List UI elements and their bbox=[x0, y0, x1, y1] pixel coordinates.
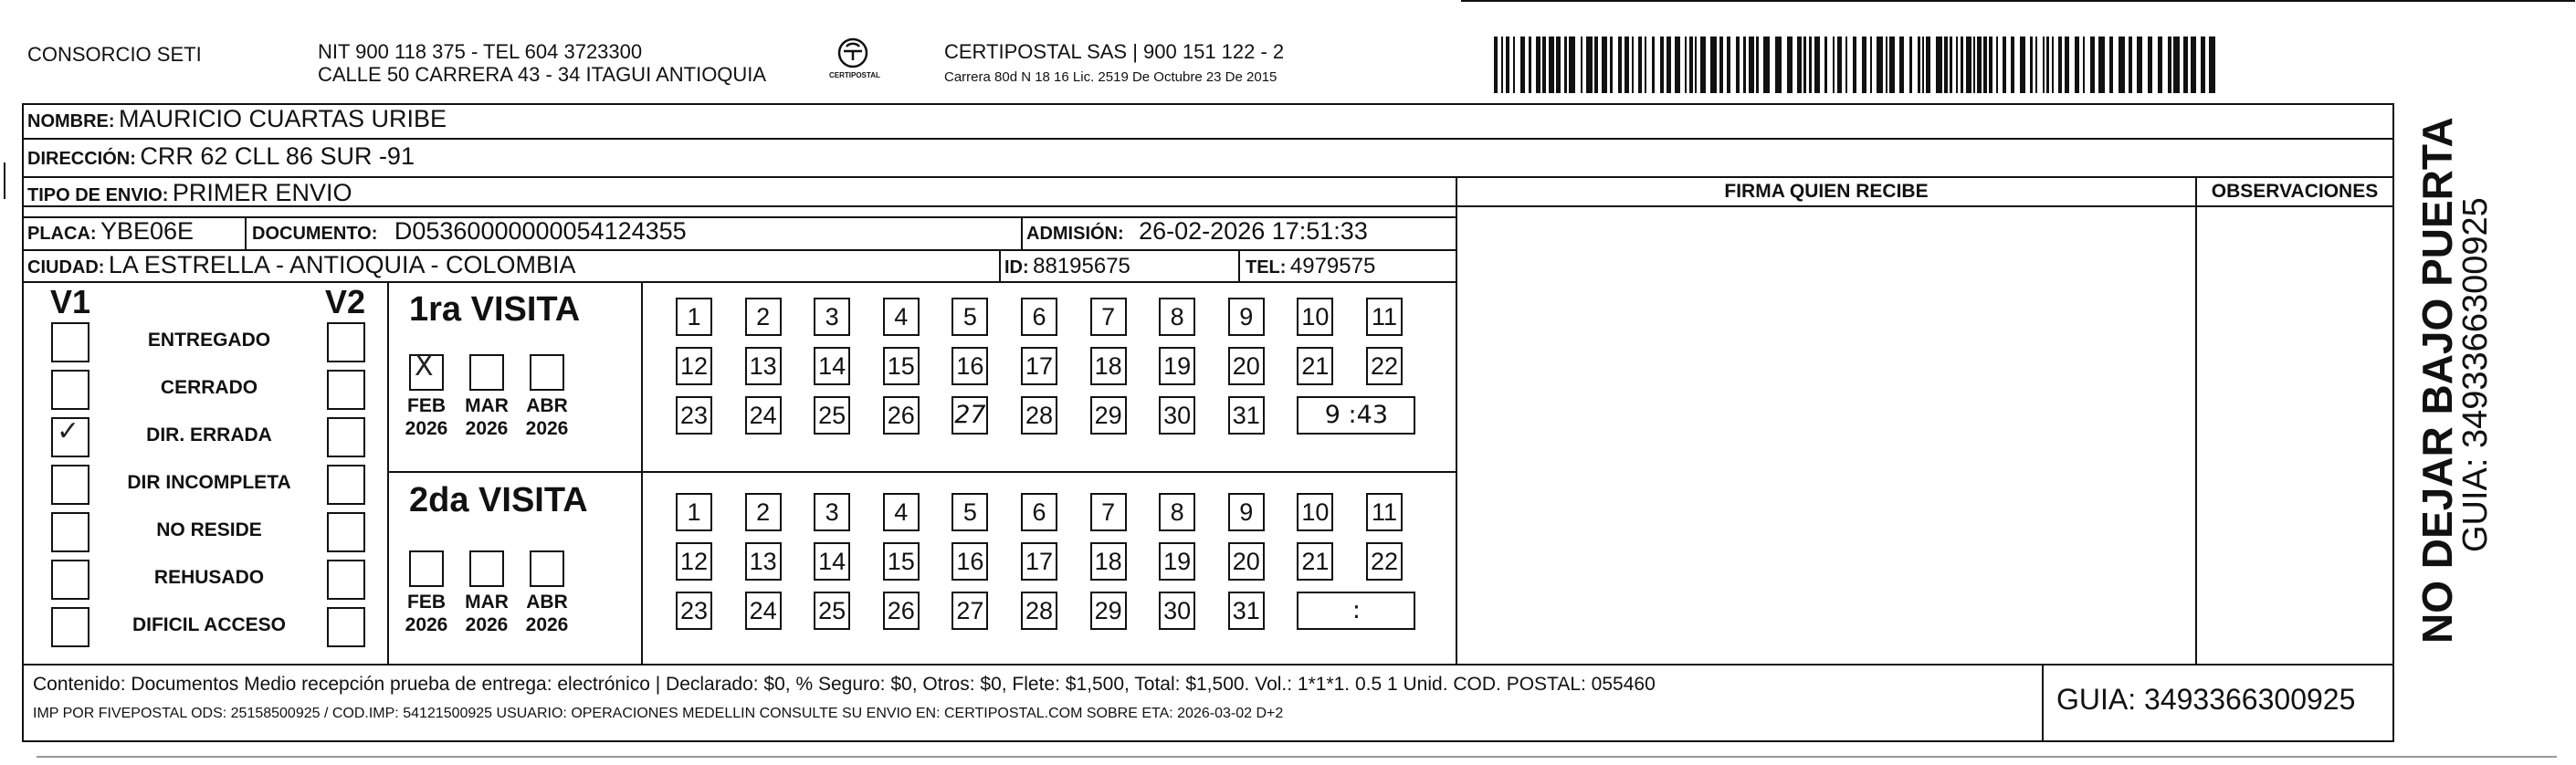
second-visit-day-20[interactable]: 20 bbox=[1228, 542, 1265, 581]
ciudad-label: CIUDAD: bbox=[27, 257, 105, 278]
v2-checkbox[interactable] bbox=[327, 417, 365, 457]
footer-imp: IMP POR FIVEPOSTAL ODS: 25158500925 / COD.IMP: 54121500925 USUARIO: OPERACIONES MEDELLIN CONSULTE SU ENVIO EN: CERTIPOSTAL.COM SOBRE ETA: 2026-03-02 D+2 bbox=[33, 706, 1284, 721]
first-visit-day-5[interactable]: 5 bbox=[952, 298, 988, 336]
documento-field bbox=[252, 217, 687, 246]
row-line-3 bbox=[22, 205, 2394, 207]
first-visit-day-26[interactable]: 26 bbox=[883, 396, 920, 435]
month-year: 2026 bbox=[465, 614, 509, 635]
v1-check-mark: ✓ bbox=[57, 415, 80, 447]
second-visit-day-4[interactable]: 4 bbox=[883, 493, 920, 531]
row-line-2 bbox=[22, 176, 2394, 178]
first-visit-day-11[interactable]: 11 bbox=[1366, 298, 1403, 336]
second-visit-day-19[interactable]: 19 bbox=[1159, 542, 1195, 581]
row-line-1 bbox=[22, 138, 2394, 140]
observaciones-header: OBSERVACIONES bbox=[2211, 181, 2379, 202]
company-nit-tel: NIT 900 118 375 - TEL 604 3723300 bbox=[318, 40, 643, 63]
margin-tick bbox=[4, 162, 5, 199]
second-visit-day-11[interactable]: 11 bbox=[1366, 493, 1403, 531]
first-visit-day-14[interactable]: 14 bbox=[814, 347, 850, 385]
month-label bbox=[459, 591, 514, 636]
ciudad-field bbox=[27, 251, 576, 279]
second-visit-day-16[interactable]: 16 bbox=[952, 542, 988, 581]
first-visit-day-22[interactable]: 22 bbox=[1366, 347, 1403, 385]
direccion-field bbox=[27, 142, 415, 171]
v1-checkbox[interactable] bbox=[51, 465, 89, 505]
first-visit-day-12[interactable]: 12 bbox=[676, 347, 712, 385]
side-warning: NO DEJAR BAJO PUERTA bbox=[2413, 117, 2461, 644]
v1-header: V1 bbox=[50, 283, 91, 320]
first-visit-day-2[interactable]: 2 bbox=[745, 298, 782, 336]
first-visit-day-18[interactable]: 18 bbox=[1090, 347, 1127, 385]
month-label bbox=[520, 591, 574, 636]
company-name: CONSORCIO SETI bbox=[27, 43, 202, 66]
admision-label: ADMISIÓN: bbox=[1026, 224, 1124, 244]
second-visit-day-26[interactable]: 26 bbox=[883, 592, 920, 630]
tipo-field bbox=[27, 179, 352, 207]
first-visit-day-20[interactable]: 20 bbox=[1228, 347, 1265, 385]
row-line-6 bbox=[22, 281, 1457, 283]
barcode bbox=[1494, 37, 2224, 93]
ciudad-value: LA ESTRELLA - ANTIOQUIA - COLOMBIA bbox=[108, 251, 576, 278]
second-visit-day-18[interactable]: 18 bbox=[1090, 542, 1127, 581]
month-name: MAR bbox=[465, 592, 509, 613]
month-label bbox=[399, 394, 454, 440]
id-value: 88195675 bbox=[1033, 254, 1130, 278]
documento-value: D05360000000054124355 bbox=[394, 217, 687, 245]
month-year: 2026 bbox=[405, 418, 448, 439]
first-visit-day-28[interactable]: 28 bbox=[1021, 396, 1057, 435]
tel-sep bbox=[1238, 249, 1240, 281]
second-visit-day-8[interactable]: 8 bbox=[1159, 493, 1195, 531]
month-name: ABR bbox=[526, 592, 568, 613]
second-visit-day-3[interactable]: 3 bbox=[814, 493, 850, 531]
first-visit-day-30[interactable]: 30 bbox=[1159, 396, 1195, 435]
second-visit-day-21[interactable]: 21 bbox=[1297, 542, 1333, 581]
second-visit-day-28[interactable]: 28 bbox=[1021, 592, 1057, 630]
second-visit-day-15[interactable]: 15 bbox=[883, 542, 920, 581]
first-visit-day-19[interactable]: 19 bbox=[1159, 347, 1195, 385]
status-label: ENTREGADO bbox=[147, 330, 271, 351]
second-visit-day-10[interactable]: 10 bbox=[1297, 493, 1333, 531]
footer-guia-sep bbox=[2042, 664, 2044, 742]
obs-left-line bbox=[2195, 176, 2197, 664]
tel-value: 4979575 bbox=[1289, 254, 1376, 278]
placa-field bbox=[27, 217, 194, 246]
admision-sep bbox=[1021, 216, 1023, 249]
visits-divider bbox=[387, 471, 1456, 473]
first-visit-day-10[interactable]: 10 bbox=[1297, 298, 1333, 336]
second-visit-day-30[interactable]: 30 bbox=[1159, 592, 1195, 630]
bottom-edge-line bbox=[37, 756, 2557, 758]
certipostal-address: Carrera 80d N 18 16 Lic. 2519 De Octubre 23 De 2015 bbox=[944, 69, 1277, 85]
month-year: 2026 bbox=[405, 614, 448, 635]
v1-checkbox[interactable] bbox=[51, 560, 89, 600]
first-visit-day-1[interactable]: 1 bbox=[676, 298, 712, 336]
v2-checkbox[interactable] bbox=[327, 370, 365, 410]
first-visit-day-7[interactable]: 7 bbox=[1090, 298, 1127, 336]
first-visit-month-checkbox[interactable] bbox=[530, 354, 564, 391]
first-visit-day-13[interactable]: 13 bbox=[745, 347, 782, 385]
month-label bbox=[520, 394, 574, 440]
v2-checkbox[interactable] bbox=[327, 560, 365, 600]
nombre-value: MAURICIO CUARTAS URIBE bbox=[119, 105, 447, 132]
month-year: 2026 bbox=[525, 614, 569, 635]
first-visit-day-3[interactable]: 3 bbox=[814, 298, 850, 336]
placa-label: PLACA: bbox=[27, 224, 97, 244]
month-name: ABR bbox=[526, 395, 568, 416]
second-visit-day-7[interactable]: 7 bbox=[1090, 493, 1127, 531]
second-visit-day-5[interactable]: 5 bbox=[952, 493, 988, 531]
second-visit-time-box[interactable]: : bbox=[1297, 592, 1415, 630]
side-guia: GUIA: 3493366300925 bbox=[2456, 197, 2495, 552]
status-label: DIFICIL ACCESO bbox=[131, 614, 286, 635]
month-name: FEB bbox=[407, 592, 446, 613]
status-label: DIR INCOMPLETA bbox=[127, 472, 291, 493]
v1-checkbox[interactable] bbox=[51, 512, 89, 552]
month-name: FEB bbox=[407, 395, 446, 416]
month-label bbox=[459, 394, 514, 440]
direccion-label: DIRECCIÓN: bbox=[27, 149, 136, 169]
second-visit-day-22[interactable]: 22 bbox=[1366, 542, 1403, 581]
second-visit-day-14[interactable]: 14 bbox=[814, 542, 850, 581]
documento-label: DOCUMENTO: bbox=[252, 224, 378, 244]
status-label: DIR. ERRADA bbox=[146, 424, 272, 445]
second-visit-day-17[interactable]: 17 bbox=[1021, 542, 1057, 581]
month-year: 2026 bbox=[465, 418, 509, 439]
first-visit-day-25[interactable]: 25 bbox=[814, 396, 850, 435]
first-visit-day-29[interactable]: 29 bbox=[1090, 396, 1127, 435]
month-label bbox=[399, 591, 454, 636]
v1-checkbox[interactable] bbox=[51, 607, 89, 647]
second-visit-day-23[interactable]: 23 bbox=[676, 592, 712, 630]
id-label: ID: bbox=[1004, 257, 1029, 278]
second-visit-day-29[interactable]: 29 bbox=[1090, 592, 1127, 630]
first-visit-title: 1ra VISITA bbox=[409, 290, 581, 329]
second-visit-day-27[interactable]: 27 bbox=[952, 592, 988, 630]
admision-field bbox=[1026, 217, 1368, 246]
first-visit-day-24[interactable]: 24 bbox=[745, 396, 782, 435]
v1-checkbox[interactable] bbox=[51, 417, 89, 457]
placa-value: YBE06E bbox=[100, 217, 195, 245]
first-visit-day-23[interactable]: 23 bbox=[676, 396, 712, 435]
v2-header: V2 bbox=[325, 283, 366, 320]
month-name: MAR bbox=[465, 395, 509, 416]
v2-checkbox[interactable] bbox=[327, 607, 365, 647]
footer-top-line bbox=[22, 664, 2394, 665]
first-visit-day-8[interactable]: 8 bbox=[1159, 298, 1195, 336]
first-visit-day-6[interactable]: 6 bbox=[1021, 298, 1057, 336]
status-label: CERRADO bbox=[160, 377, 258, 398]
status-label: NO RESIDE bbox=[156, 519, 262, 540]
tel-label: TEL: bbox=[1246, 257, 1287, 278]
first-visit-day-27[interactable]: 27 bbox=[952, 396, 988, 435]
first-visit-day-16[interactable]: 16 bbox=[952, 347, 988, 385]
first-visit-month-checkbox[interactable] bbox=[409, 351, 444, 391]
first-visit-day-21[interactable]: 21 bbox=[1297, 347, 1333, 385]
certipostal-logo: CERTIPOSTAL bbox=[829, 35, 877, 86]
second-visit-day-1[interactable]: 1 bbox=[676, 493, 712, 531]
id-sep bbox=[999, 249, 1001, 281]
first-visit-day-17[interactable]: 17 bbox=[1021, 347, 1057, 385]
second-visit-day-31[interactable]: 31 bbox=[1228, 592, 1265, 630]
second-visit-month-checkbox[interactable] bbox=[409, 550, 444, 587]
second-visit-day-12[interactable]: 12 bbox=[676, 542, 712, 581]
footer-contenido: Contenido: Documentos Medio recepción prueba de entrega: electrónico | Declarado: $0, % Seguro: $0, Otros: $0, Flete: $1,500, Total: $1,500. Vol.: 1*1*1. 0.5 1 Unid. COD. POSTAL: 055460 bbox=[33, 674, 1656, 695]
v2-checkbox[interactable] bbox=[327, 322, 365, 362]
month-year: 2026 bbox=[525, 418, 569, 439]
v2-checkbox[interactable] bbox=[327, 465, 365, 505]
second-visit-month-checkbox[interactable] bbox=[469, 550, 504, 587]
second-visit-day-13[interactable]: 13 bbox=[745, 542, 782, 581]
second-visit-day-9[interactable]: 9 bbox=[1228, 493, 1265, 531]
second-visit-day-6[interactable]: 6 bbox=[1021, 493, 1057, 531]
status-label: REHUSADO bbox=[153, 567, 265, 588]
v1-checkbox[interactable] bbox=[51, 370, 89, 410]
second-visit-day-24[interactable]: 24 bbox=[745, 592, 782, 630]
company-address: CALLE 50 CARRERA 43 - 34 ITAGUI ANTIOQUIA bbox=[318, 63, 767, 86]
second-visit-title: 2da VISITA bbox=[409, 481, 588, 519]
firma-left-line bbox=[1456, 176, 1457, 664]
admision-value: 26-02-2026 17:51:33 bbox=[1139, 217, 1368, 245]
second-visit-day-25[interactable]: 25 bbox=[814, 592, 850, 630]
direccion-value: CRR 62 CLL 86 SUR -91 bbox=[140, 142, 415, 170]
first-visit-day-31[interactable]: 31 bbox=[1228, 396, 1265, 435]
nombre-label: NOMBRE: bbox=[27, 111, 115, 131]
first-visit-month-checkbox[interactable] bbox=[469, 354, 504, 391]
first-visit-day-15[interactable]: 15 bbox=[883, 347, 920, 385]
second-visit-day-2[interactable]: 2 bbox=[745, 493, 782, 531]
month-mark: X bbox=[415, 351, 434, 382]
v2-checkbox[interactable] bbox=[327, 512, 365, 552]
placa-sep bbox=[245, 216, 247, 249]
first-visit-day-4[interactable]: 4 bbox=[883, 298, 920, 336]
footer-guia: GUIA: 3493366300925 bbox=[2056, 683, 2356, 716]
first-visit-time-box[interactable]: 9 :43 bbox=[1297, 396, 1415, 435]
id-field bbox=[1004, 254, 1130, 279]
firma-header: FIRMA QUIEN RECIBE bbox=[1724, 181, 1929, 202]
top-edge-line bbox=[1461, 0, 2575, 2]
second-visit-month-checkbox[interactable] bbox=[530, 550, 564, 587]
tipo-label: TIPO DE ENVIO: bbox=[27, 185, 169, 205]
certipostal-name: CERTIPOSTAL SAS | 900 151 122 - 2 bbox=[944, 40, 1285, 63]
tipo-value: PRIMER ENVIO bbox=[172, 179, 352, 206]
nombre-field bbox=[27, 105, 447, 133]
first-visit-day-9[interactable]: 9 bbox=[1228, 298, 1265, 336]
v1-checkbox[interactable] bbox=[51, 322, 89, 362]
tel-field bbox=[1246, 254, 1375, 279]
